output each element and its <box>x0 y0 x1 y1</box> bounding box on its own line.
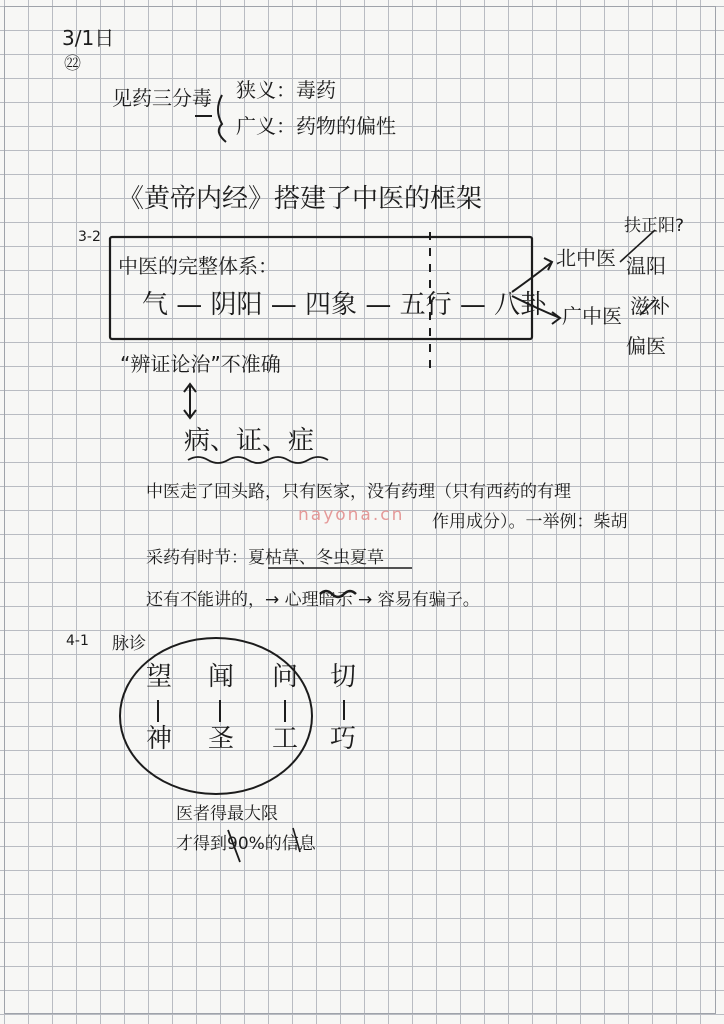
element-chain: 气 — 阴阳 — 四象 — 五行 — 八卦 <box>142 290 547 320</box>
note-line-2: 采药有时节：夏枯草、冬虫夏草 <box>146 548 384 568</box>
system-box <box>110 237 532 339</box>
section1-label: 见药三分毒 <box>112 86 212 110</box>
misconception-note: “辨证论治”不准确 <box>120 352 281 376</box>
section3-marker: 4-1 <box>66 633 89 649</box>
side-item-3: 偏医 <box>626 334 666 358</box>
section2-marker: 3-2 <box>78 229 101 245</box>
note-line-3: 还有不能讲的，→ 心理暗示 → 容易有骗子。 <box>146 590 480 610</box>
wavy-underline <box>188 457 328 463</box>
bottom-note-a: 医者得最大限 <box>176 804 278 824</box>
neijing-title: 《黄帝内经》搭建了中医的框架 <box>118 184 483 214</box>
diag-top-3: 问 <box>272 662 299 692</box>
pulse-label: 脉诊 <box>112 634 146 654</box>
side-item-2: 滋补 <box>630 294 670 318</box>
brace-stroke <box>218 95 226 142</box>
side-item-1: 温阳 <box>626 254 666 278</box>
watermark: nayona.cn <box>298 505 405 525</box>
page-number: ㉒ <box>64 54 81 74</box>
diag-top-1: 望 <box>146 662 173 692</box>
disease-triad: 病、证、症 <box>184 426 315 456</box>
system-label: 中医的完整体系： <box>118 254 278 278</box>
broad-definition: 广义：药物的偏性 <box>236 114 396 138</box>
date-label: 3/1日 <box>62 26 115 50</box>
diag-top-2: 闻 <box>208 662 235 692</box>
diag-bottom-3: 工 <box>272 724 299 754</box>
narrow-definition: 狭义：毒药 <box>236 78 336 102</box>
diag-bottom-1: 神 <box>146 724 173 754</box>
diag-bottom-2: 圣 <box>208 724 235 754</box>
south-school: 广中医 <box>562 304 622 328</box>
north-school: 北中医 <box>556 246 616 270</box>
note-line-1b: 作用成分）。一举例：柴胡 <box>432 512 628 532</box>
bottom-note-b: 才得到90%的信息 <box>176 834 316 854</box>
side-question: 扶正阳? <box>624 216 685 236</box>
note-line-1: 中医走了回头路，只有医家，没有药理（只有西药的有理 <box>146 482 571 502</box>
diag-bottom-4: 巧 <box>330 724 357 754</box>
diag-top-4: 切 <box>330 662 357 692</box>
